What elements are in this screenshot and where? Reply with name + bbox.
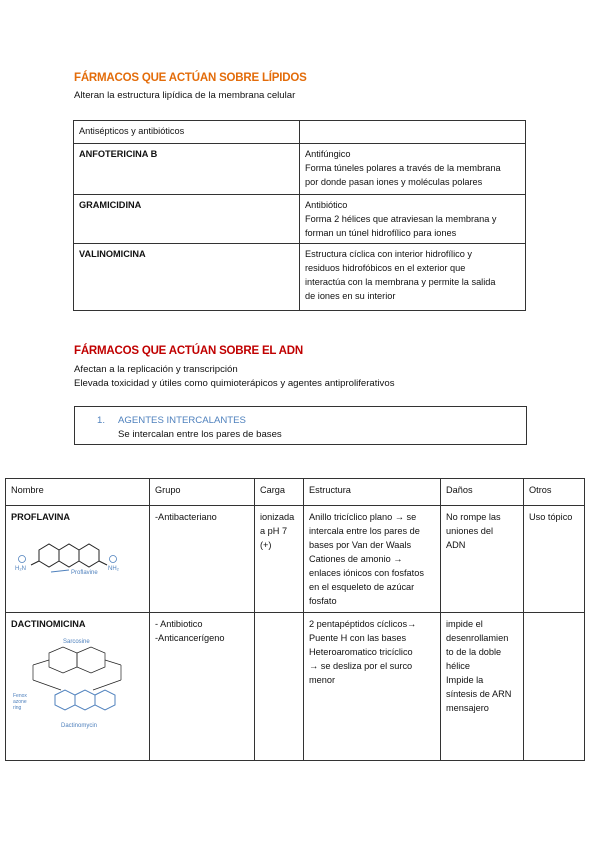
table-row: [74, 144, 526, 195]
drug-desc-cell: Estructura cíclica con interior hidrofílico y residuos hidrofóbicos en el exterior que interactúa con la membrana y permite la salida de iones en su interior: [300, 244, 526, 311]
figure-label: Sarcosine: [63, 639, 90, 645]
dactinomycin-structure-image: [11, 635, 141, 735]
section-number: 1.: [97, 415, 106, 426]
col-header: Daños: [441, 479, 524, 506]
lipids-table: [73, 120, 526, 311]
figure-caption: Proflavine: [71, 570, 98, 576]
section-subtitle: Se intercalan entre los pares de bases: [118, 429, 282, 440]
drug-name: PROFLAVINA: [11, 512, 71, 522]
dna-line-2: Elevada toxicidad y útiles como quimioterápicos y agentes antiproliferativos: [74, 378, 395, 389]
table-row: [74, 244, 526, 311]
figure-label: NH₂: [108, 566, 119, 572]
col-header: Estructura: [304, 479, 441, 506]
charge-cell: [255, 613, 304, 761]
drug-name-cell: VALINOMICINA: [74, 244, 300, 311]
group-cell: -Antibacteriano: [150, 506, 255, 613]
structure-cell: Anillo tricíclico plano → se intercala entre los pares de bases por Van der Waals Cationes de amonio → enlaces iónicos con fosfatos en el esqueleto de azúcar fosfato: [304, 506, 441, 613]
section-title: AGENTES INTERCALANTES: [118, 415, 246, 426]
damage-cell: impide el desenrollamien to de la doble hélice Impide la síntesis de ARN mensajero: [441, 613, 524, 761]
drug-name-cell: [6, 613, 150, 761]
charge-cell: ionizada a pH 7 (+): [255, 506, 304, 613]
damage-cell: No rompe las uniones del ADN: [441, 506, 524, 613]
table-header-cell: [300, 121, 526, 144]
group-cell: - Antibiotico -Anticancerígeno: [150, 613, 255, 761]
drug-name: DACTINOMICINA: [11, 619, 86, 629]
table-header-cell: Antisépticos y antibióticos: [74, 121, 300, 144]
table-row: [74, 195, 526, 244]
table-header-row: [6, 479, 585, 506]
figure-label: H₂N: [15, 566, 26, 572]
lipids-title: FÁRMACOS QUE ACTÚAN SOBRE LÍPIDOS: [74, 72, 307, 84]
drugs-table: [5, 478, 585, 761]
figure-label: Fenox: [13, 693, 27, 699]
figure-caption: Dactinomycin: [61, 723, 98, 729]
drug-desc-cell: Antibiótico Forma 2 hélices que atraviesan la membrana y forman un túnel hidrofílico para iones: [300, 195, 526, 244]
drug-name-cell: ANFOTERICINA B: [74, 144, 300, 195]
drug-name-cell: [6, 506, 150, 613]
lipids-subtitle: Alteran la estructura lipídica de la membrana celular: [74, 90, 296, 101]
section-box: [74, 406, 527, 445]
col-header: Nombre: [6, 479, 150, 506]
drug-name-cell: GRAMICIDINA: [74, 195, 300, 244]
other-cell: Uso tópico: [524, 506, 585, 613]
table-row: [6, 613, 585, 761]
dna-line-1: Afectan a la replicación y transcripción: [74, 364, 238, 375]
figure-label: ring: [13, 705, 22, 711]
col-header: Grupo: [150, 479, 255, 506]
proflavine-structure-image: [11, 528, 141, 578]
drug-desc-cell: Antifúngico Forma túneles polares a través de la membrana por donde pasan iones y moléculas polares: [300, 144, 526, 195]
figure-label: azone: [13, 699, 27, 705]
structure-cell: 2 pentapéptidos cíclicos→ Puente H con las bases Heteroaromatico tricíclico → se desliza por el surco menor: [304, 613, 441, 761]
table-row: [6, 506, 585, 613]
other-cell: [524, 613, 585, 761]
table-row: [74, 121, 526, 144]
dna-title: FÁRMACOS QUE ACTÚAN SOBRE EL ADN: [74, 345, 303, 357]
col-header: Carga: [255, 479, 304, 506]
col-header: Otros: [524, 479, 585, 506]
